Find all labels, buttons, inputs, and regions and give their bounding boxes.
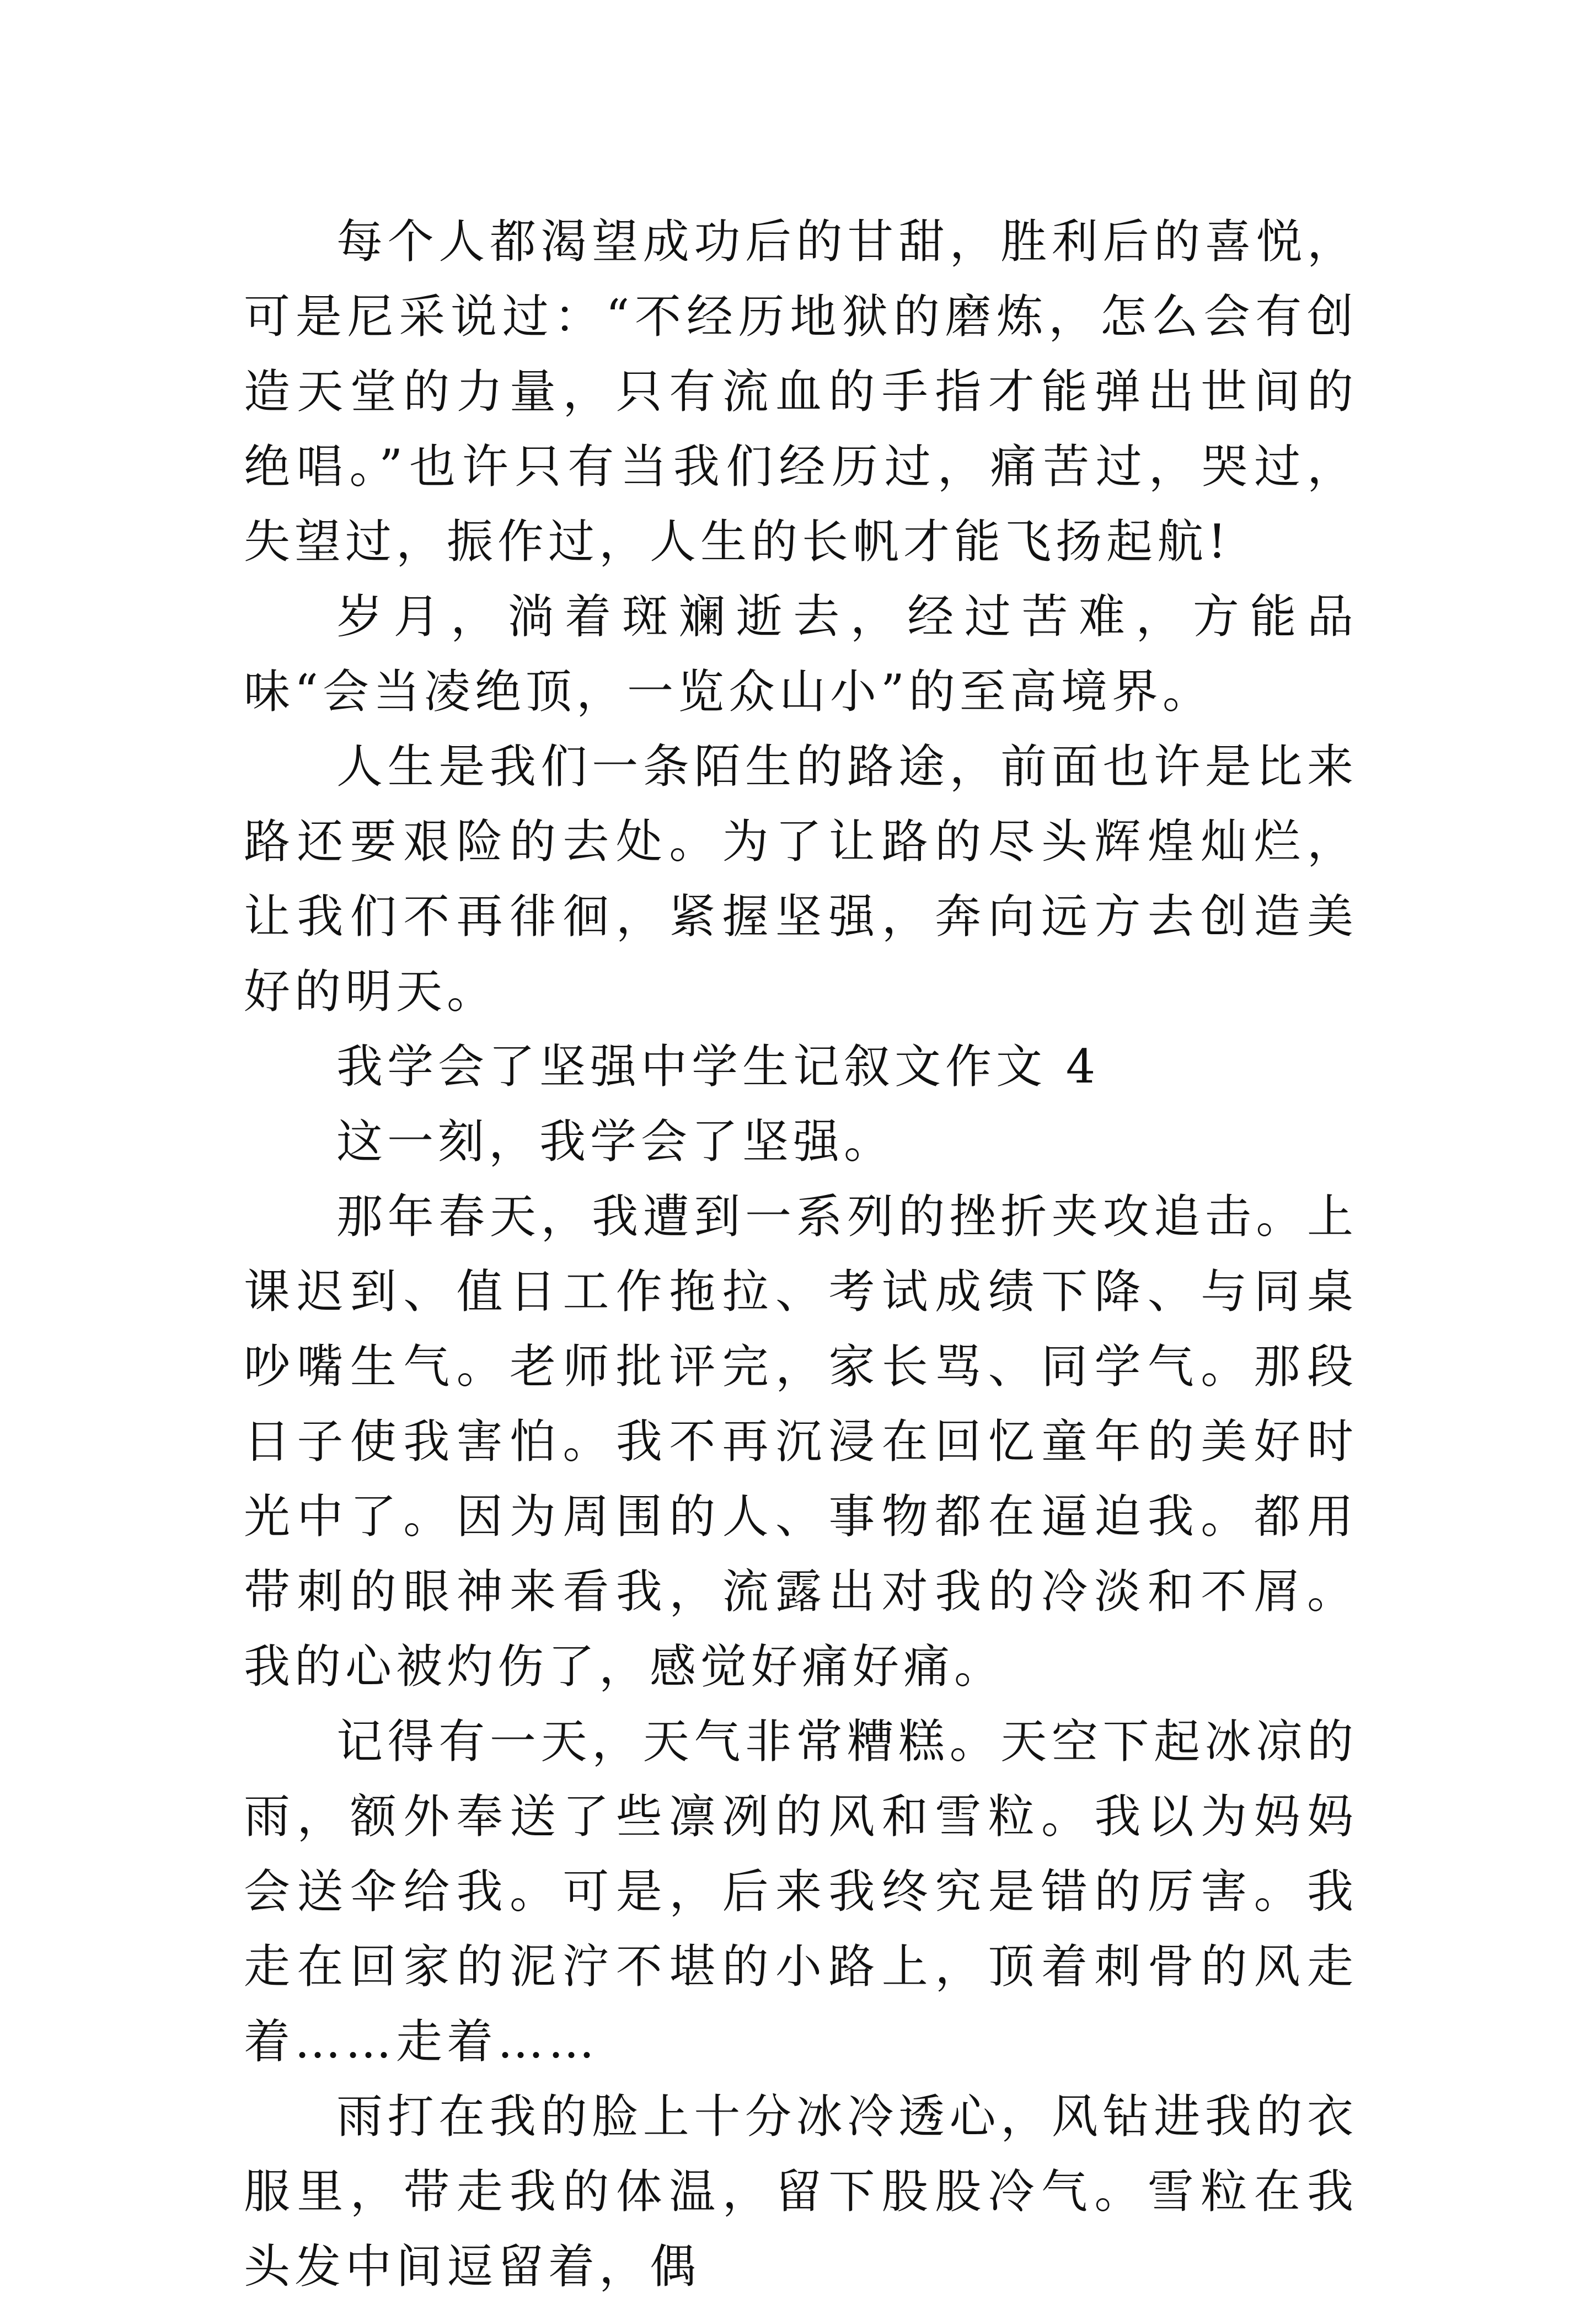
- paragraph-4: 这一刻，我学会了坚强。: [336, 1115, 895, 1169]
- paragraph-3: 人生是我们一条陌生的路途，前面也许是比来路还要艰险的去处。为了让路的尽头辉煌灿烂，让我们不再徘徊，紧握坚强，奔向远方去创造美好的明天。: [244, 740, 1358, 1019]
- paragraph-5: 那年春天，我遭到一系列的挫折夹攻追击。上课迟到、值日工作拖拉、考试成绩下降、与同桌吵嘴生气。老师批评完，家长骂、同学气。那段日子使我害怕。我不再沉浸在回忆童年的美好时光中了。因为周围的人、事物都在逼迫我。都用带刺的眼神来看我，流露出对我的冷淡和不屑。我的心被灼伤了，感觉好痛好痛。: [244, 1189, 1358, 1694]
- paragraph-7: 雨打在我的脸上十分冰冷透心，风钻进我的衣服里，带走我的体温，留下股股冷气。雪粒在我头发中间逗留着，偶: [244, 2089, 1358, 2294]
- document-body: [244, 204, 1358, 2304]
- paragraph-2: 岁月，淌着斑斓逝去，经过苦难，方能品味“会当凌绝顶，一览众山小”的至高境界。: [244, 590, 1358, 719]
- essay-title: 我学会了坚强中学生记叙文作文 4: [336, 1040, 1100, 1094]
- paragraph-6: 记得有一天，天气非常糟糕。天空下起冰凉的雨，额外奉送了些凛冽的风和雪粒。我以为妈妈会送伞给我。可是，后来我终究是错的厉害。我走在回家的泥泞不堪的小路上，顶着刺骨的风走着……走着……: [244, 1714, 1358, 2069]
- paragraph-1: 每个人都渴望成功后的甘甜，胜利后的喜悦，可是尼采说过：“不经历地狱的磨炼，怎么会有创造天堂的力量，只有流血的手指才能弹出世间的绝唱。”也许只有当我们经历过，痛苦过，哭过，失望过，振作过，人生的长帆才能飞扬起航!: [244, 215, 1358, 569]
